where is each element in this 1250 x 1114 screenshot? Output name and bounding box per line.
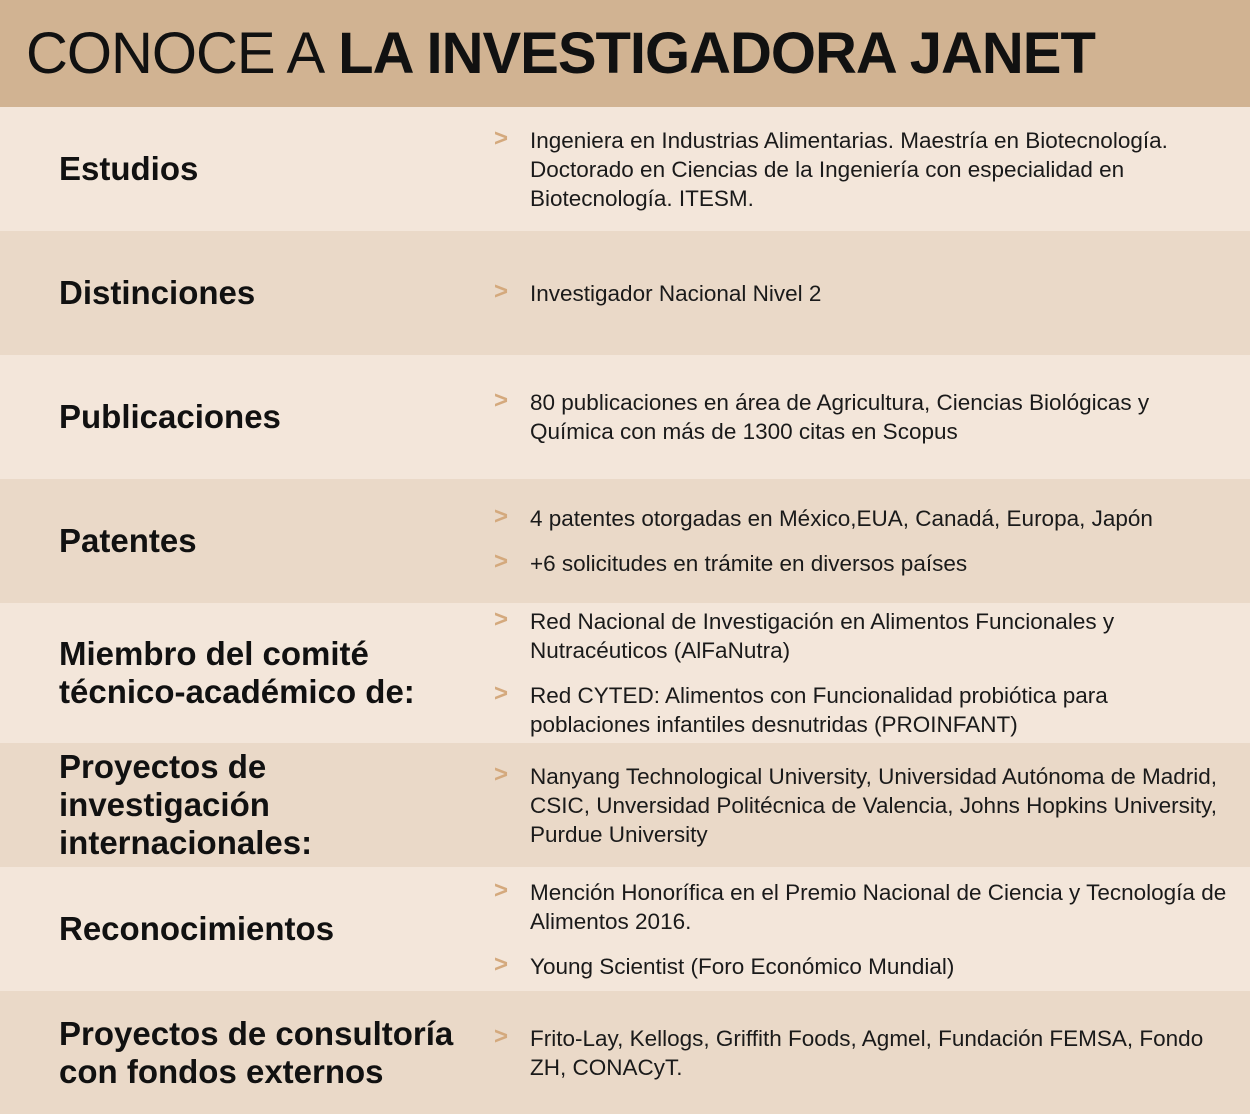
row-proyectos-consultoria bbox=[0, 991, 1250, 1114]
row-label: Distinciones bbox=[59, 274, 256, 311]
item-text: Nanyang Technological University, Universidad Autónoma de Madrid, CSIC, Unversidad Politécnica de Valencia, Johns Hopkins University, Purdue University bbox=[530, 763, 1218, 847]
row-label: Miembro del comité técnico-académico de: bbox=[59, 635, 415, 710]
row-items bbox=[494, 603, 1232, 743]
list-item bbox=[494, 762, 1232, 849]
list-item bbox=[494, 1024, 1232, 1082]
list-item bbox=[494, 607, 1232, 665]
row-label: Estudios bbox=[59, 150, 199, 187]
item-text: Young Scientist (Foro Económico Mundial) bbox=[530, 953, 955, 979]
item-text: Investigador Nacional Nivel 2 bbox=[530, 280, 822, 306]
row-label: Reconocimientos bbox=[59, 910, 335, 947]
row-proyectos-investigacion bbox=[0, 743, 1250, 867]
header bbox=[0, 0, 1250, 107]
chevron-right-icon: > bbox=[494, 503, 509, 530]
item-text: Red CYTED: Alimentos con Funcionalidad probiótica para poblaciones infantiles desnutridas (PROINFANT) bbox=[530, 683, 1108, 737]
list-item bbox=[494, 279, 1232, 308]
chevron-right-icon: > bbox=[494, 124, 509, 152]
item-text: Mención Honorífica en el Premio Nacional de Ciencia y Tecnología de Alimentos 2016. bbox=[530, 879, 1227, 934]
list-item bbox=[494, 549, 1232, 578]
row-miembro-comite bbox=[0, 603, 1250, 743]
row-items bbox=[494, 355, 1232, 479]
chevron-right-icon: > bbox=[494, 277, 509, 305]
chevron-right-icon: > bbox=[494, 387, 509, 414]
row-items bbox=[494, 231, 1232, 355]
item-text: +6 solicitudes en trámite en diversos países bbox=[530, 551, 968, 576]
row-items bbox=[494, 107, 1232, 231]
row-patentes bbox=[0, 479, 1250, 603]
chevron-right-icon: > bbox=[494, 950, 509, 978]
item-text: Ingeniera en Industrias Alimentarias. Maestría en Biotecnología. Doctorado en Ciencias de la Ingeniería con especialidad en Biotecnología. ITESM. bbox=[530, 127, 1168, 211]
row-label: Proyectos de consultoría con fondos externos bbox=[59, 1014, 454, 1090]
chevron-right-icon: > bbox=[494, 760, 509, 788]
row-items bbox=[494, 867, 1232, 991]
row-items bbox=[494, 479, 1232, 603]
row-publicaciones bbox=[0, 355, 1250, 479]
chevron-right-icon: > bbox=[494, 876, 509, 904]
page-title bbox=[26, 20, 1095, 86]
list-item bbox=[494, 126, 1232, 213]
row-label: Patentes bbox=[59, 522, 197, 559]
chevron-right-icon: > bbox=[494, 548, 509, 575]
list-item bbox=[494, 504, 1232, 533]
list-item bbox=[494, 388, 1232, 446]
row-reconocimientos bbox=[0, 867, 1250, 991]
chevron-right-icon: > bbox=[494, 1022, 509, 1050]
item-text: Frito-Lay, Kellogs, Griffith Foods, Agmel, Fundación FEMSA, Fondo ZH, CONACyT. bbox=[530, 1025, 1204, 1080]
list-item bbox=[494, 878, 1232, 936]
row-label: Proyectos de investigación internacionales: bbox=[59, 748, 313, 861]
row-items bbox=[494, 991, 1232, 1114]
row-estudios bbox=[0, 107, 1250, 231]
row-items bbox=[494, 743, 1232, 867]
item-text: 80 publicaciones en área de Agricultura, Ciencias Biológicas y Química con más de 1300 citas en Scopus bbox=[530, 390, 1150, 444]
item-text: Red Nacional de Investigación en Alimentos Funcionales y Nutracéuticos (AlFaNutra) bbox=[530, 609, 1115, 663]
chevron-right-icon: > bbox=[494, 606, 509, 633]
chevron-right-icon: > bbox=[494, 680, 509, 707]
title-prefix: CONOCE A bbox=[26, 20, 325, 86]
list-item bbox=[494, 952, 1232, 981]
item-text: 4 patentes otorgadas en México,EUA, Canadá, Europa, Japón bbox=[530, 506, 1153, 531]
row-distinciones bbox=[0, 231, 1250, 355]
title-main: LA INVESTIGADORA JANET bbox=[338, 20, 1095, 86]
row-label: Publicaciones bbox=[59, 398, 281, 435]
list-item bbox=[494, 681, 1232, 739]
